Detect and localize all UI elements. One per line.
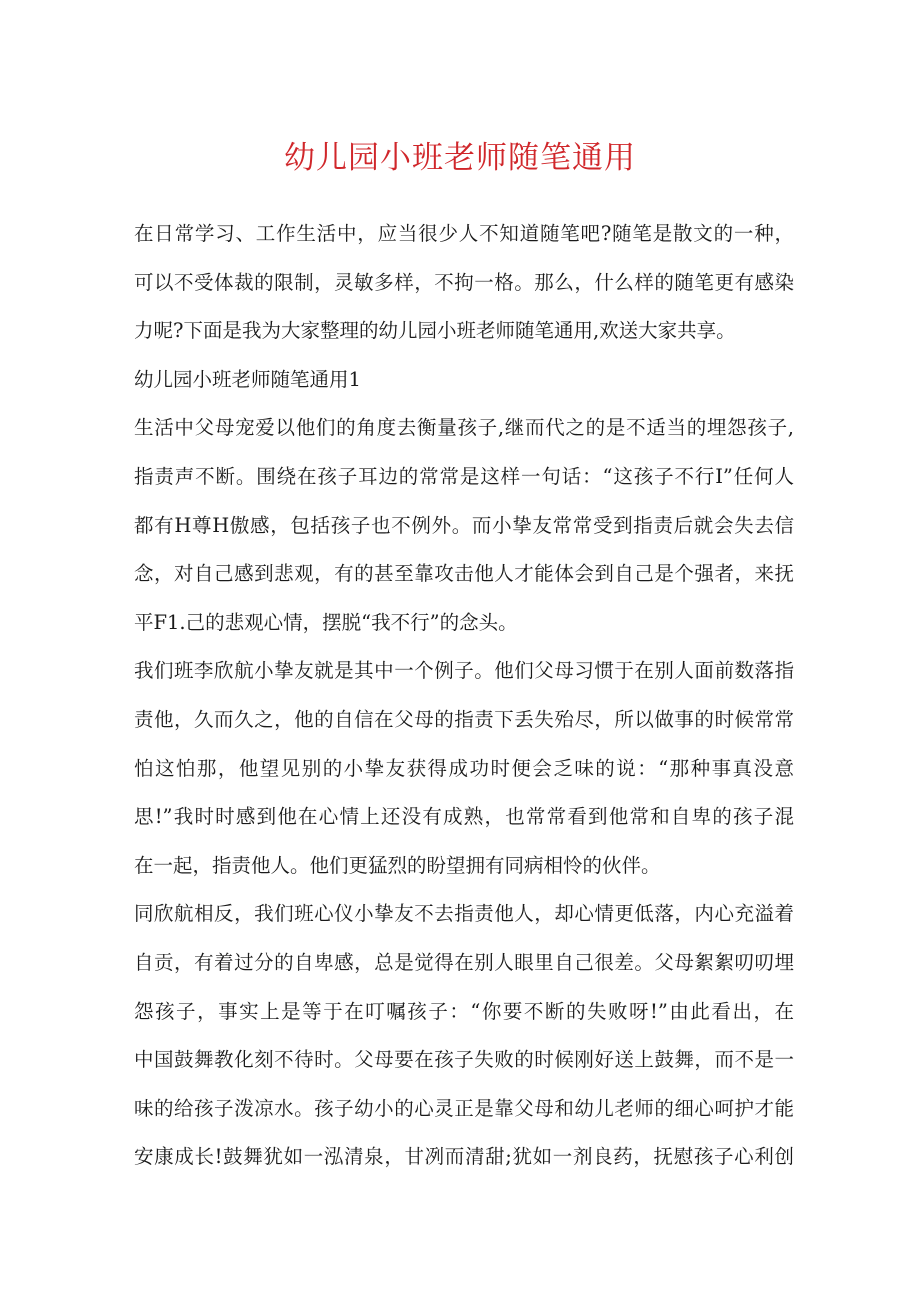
paragraph-line: 同欣航相反，我们班心仪小挚友不去指责他人，却心情更低落，内心充溢着 — [134, 902, 794, 926]
intro-line: 在日常学习、工作生活中，应当很少人不知道随笔吧?随笔是散文的一种， — [134, 222, 794, 245]
section-heading: 幼儿园小班老师随笔通用1 — [134, 367, 361, 391]
paragraph-line: 念，对自己感到悲观，有的甚至靠攻击他人才能体会到自己是个强者，来抚 — [134, 562, 794, 586]
paragraph-line: 在一起，指责他人。他们更猛烈的盼望拥有同病相怜的伙伴。 — [134, 853, 661, 877]
intro-line: 可以不受体裁的限制，灵敏多样，不拘一格。那么，什么样的随笔更有感染 — [134, 270, 794, 294]
document-title: 幼儿园小班老师随笔通用 — [284, 140, 636, 176]
paragraph-line: 安康成长!鼓舞犹如一泓清泉，甘冽而清甜;犹如一剂良药，抚慰孩子心利创 — [134, 1145, 794, 1169]
paragraph-line: 味的给孩子泼凉水。孩子幼小的心灵正是靠父母和幼儿老师的细心呵护才能 — [134, 1096, 794, 1120]
paragraph-3 — [134, 890, 794, 1182]
paragraph-1 — [134, 404, 794, 647]
paragraph-line: 怨孩子，事实上是等于在叮嘱孩子：“你要不断的失败呀!”由此看出，在 — [134, 999, 794, 1023]
paragraph-line: 平F1.己的悲观心情，摆脱“我不行”的念头。 — [134, 610, 518, 634]
paragraph-2 — [134, 647, 794, 890]
document-body — [134, 210, 794, 1182]
paragraph-line: 中国鼓舞教化刻不待时。父母要在孩子失败的时候刚好送上鼓舞，而不是一 — [134, 1048, 794, 1072]
intro-paragraph — [134, 210, 794, 356]
paragraph-line: 我们班李欣航小挚友就是其中一个例子。他们父母习惯于在别人面前数落指 — [134, 659, 794, 683]
paragraph-line: 生活中父母宠爱以他们的角度去衡量孩子,继而代之的是不适当的埋怨孩子, — [134, 416, 794, 440]
paragraph-line: 指责声不断。围绕在孩子耳边的常常是这样一句话：“这孩子不行I”任何人 — [134, 464, 794, 488]
paragraph-line: 思!”我时时感到他在心情上还没有成熟，也常常看到他常和自卑的孩子混 — [134, 805, 794, 829]
intro-line: 力呢?下面是我为大家整理的幼儿园小班老师随笔通用,欢送大家共享。 — [134, 319, 736, 343]
paragraph-line: 怕这怕那，他望见别的小挚友获得成功时便会乏味的说：“那种事真没意 — [134, 756, 794, 780]
paragraph-line: 都有H尊H傲感，包括孩子也不例外。而小挚友常常受到指责后就会失去信 — [134, 513, 794, 537]
paragraph-line: 自贡，有着过分的自卑感，总是觉得在别人眼里自己很差。父母絮絮叨叨埋 — [134, 950, 794, 974]
paragraph-line: 责他，久而久之，他的自信在父母的指责下丢失殆尽，所以做事的时候常常 — [134, 707, 794, 731]
